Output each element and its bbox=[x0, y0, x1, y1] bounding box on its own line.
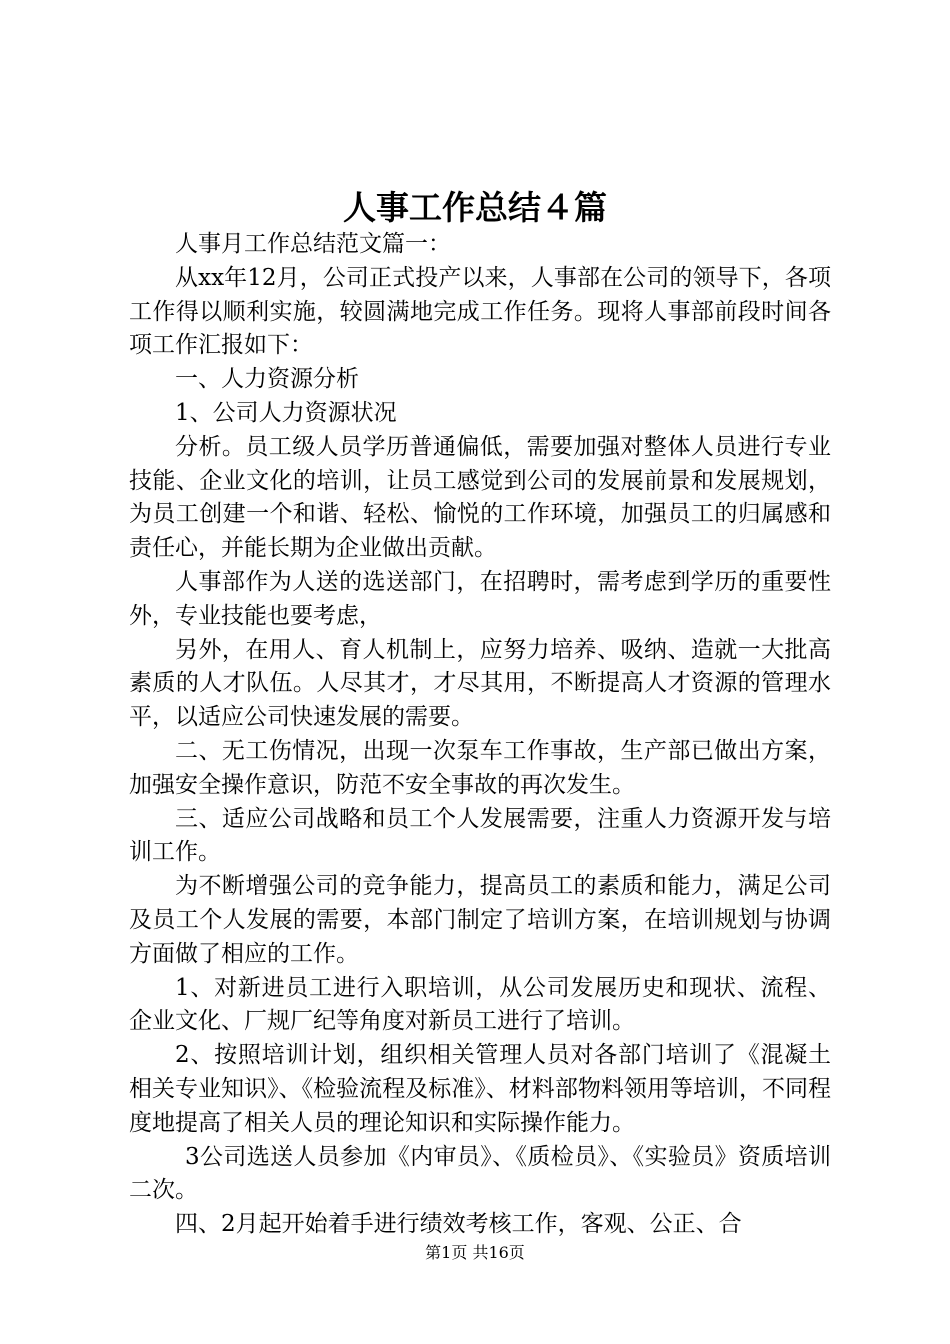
paragraph: 另外，在用人、育人机制上，应努力培养、吸纳、造就一大批高素质的人才队伍。人尽其才，才尽其用，不断提高人才资源的管理水平，以适应公司快速发展的需要。 bbox=[129, 636, 831, 731]
subsection-heading: 1、公司人力资源状况 bbox=[175, 399, 397, 426]
paragraph: 为不断增强公司的竞争能力，提高员工的素质和能力，满足公司及员工个人发展的需要，本部门制定了培训方案，在培训规划与协调方面做了相应的工作。 bbox=[129, 873, 831, 967]
document-body bbox=[129, 228, 831, 1242]
section-heading: 二、无工伤情况，出现一次泵车工作事故，生产部已做出方案，加强安全操作意识，防范不安全事故的再次发生。 bbox=[129, 737, 831, 798]
list-item: 1、对新进员工进行入职培训，从公司发展历史和现状、流程、企业文化、厂规厂纪等角度对新员工进行了培训。 bbox=[129, 974, 831, 1035]
section-heading: 三、适应公司战略和员工个人发展需要，注重人力资源开发与培训工作。 bbox=[129, 805, 831, 866]
list-item: 2、按照培训计划，组织相关管理人员对各部门培训了《混凝土相关专业知识》、《检验流程及标准》、材料部物料领用等培训，不同程度地提高了相关人员的理论知识和实际操作能力。 bbox=[129, 1042, 831, 1136]
paragraph: 人事月工作总结范文篇一： bbox=[175, 231, 451, 257]
section-heading: 一、人力资源分析 bbox=[175, 366, 359, 393]
paragraph: 分析。员工级人员学历普通偏低，需要加强对整体人员进行专业技能、企业文化的培训，让员工感觉到公司的发展前景和发展规划，为员工创建一个和谐、轻松、愉悦的工作环境，加强员工的归属感和责任心，并能长期为企业做出贡献。 bbox=[129, 433, 831, 562]
list-item: 3公司选送人员参加《内审员》、《质检员》、《实验员》资质培训二次。 bbox=[129, 1143, 831, 1204]
document-title: 人事工作总结４篇 bbox=[343, 188, 607, 227]
paragraph: 人事部作为人送的选送部门，在招聘时，需考虑到学历的重要性外，专业技能也要考虑， bbox=[129, 568, 831, 629]
paragraph: 从xx年12月，公司正式投产以来，人事部在公司的领导下，各项工作得以顺利实施，较圆满地完成工作任务。现将人事部前段时间各项工作汇报如下： bbox=[129, 264, 831, 359]
section-heading: 四、2月起开始着手进行绩效考核工作，客观、公正、合 bbox=[175, 1211, 742, 1238]
page-footer: 第1页 共16页 bbox=[425, 1243, 525, 1262]
